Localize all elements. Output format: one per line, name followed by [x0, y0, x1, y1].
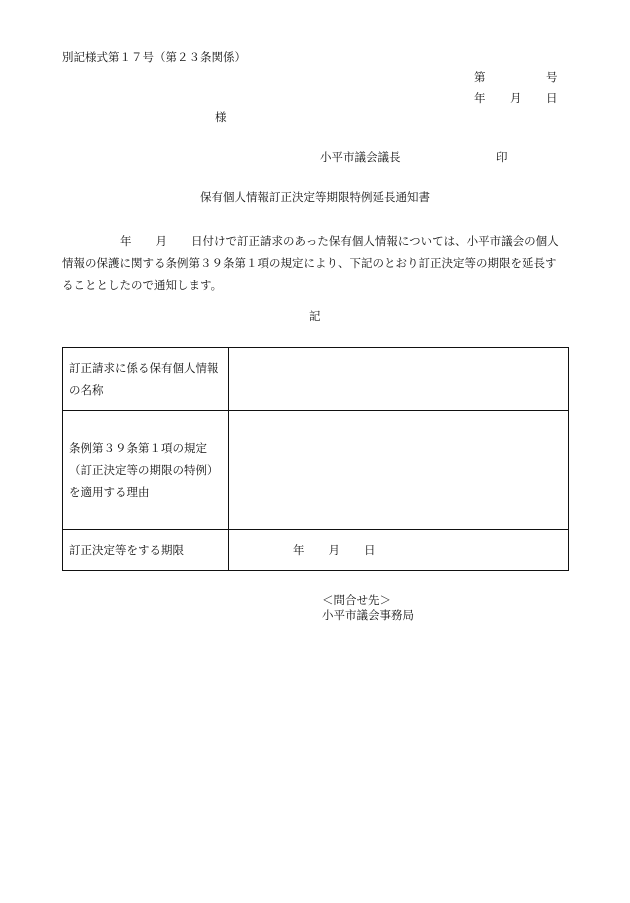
table-value-info-name — [229, 348, 569, 411]
issue-date-day: 日 — [546, 91, 558, 105]
table-row — [63, 530, 569, 571]
deadline-day: 日 — [364, 543, 376, 557]
detail-table — [62, 347, 569, 571]
table-label-info-name: 訂正請求に係る保有個人情報 の名称 — [63, 348, 229, 411]
form-number: 別記様式第１７号（第２３条関係） — [62, 50, 246, 64]
doc-number-prefix: 第 — [474, 70, 486, 84]
body-paragraph — [62, 230, 572, 296]
body-year: 年 — [120, 234, 132, 248]
ki-heading: 記 — [309, 309, 321, 323]
table-label-deadline: 訂正決定等をする期限 — [63, 530, 229, 571]
table-row — [63, 348, 569, 411]
contact-heading: ＜問合せ先＞ — [322, 593, 391, 607]
body-line-1 — [62, 230, 572, 252]
addressee-honorific: 様 — [215, 110, 227, 124]
doc-number-suffix: 号 — [546, 70, 558, 84]
body-line-3: ることとしたので通知します。 — [62, 278, 223, 292]
issue-date-month: 月 — [510, 91, 522, 105]
document-title: 保有個人情報訂正決定等期限特例延長通知書 — [200, 190, 430, 204]
table-label-reason: 条例第３９条第１項の規定 （訂正決定等の期限の特例） を適用する理由 — [63, 411, 229, 530]
issue-date-year: 年 — [474, 91, 486, 105]
contact-office: 小平市議会事務局 — [322, 608, 414, 622]
deadline-month: 月 — [328, 543, 340, 557]
body-line-2: 情報の保護に関する条例第３９条第１項の規定により、下記のとおり訂正決定等の期限を延長す — [62, 256, 557, 270]
table-value-deadline — [229, 530, 569, 571]
body-line-1-text: 日付けで訂正請求のあった保有個人情報については、小平市議会の個人 — [191, 234, 559, 248]
deadline-year: 年 — [293, 543, 305, 557]
seal-mark: 印 — [496, 150, 508, 164]
sender-title: 小平市議会議長 — [320, 150, 401, 164]
table-row — [63, 411, 569, 530]
body-month: 月 — [155, 234, 167, 248]
table-value-reason — [229, 411, 569, 530]
